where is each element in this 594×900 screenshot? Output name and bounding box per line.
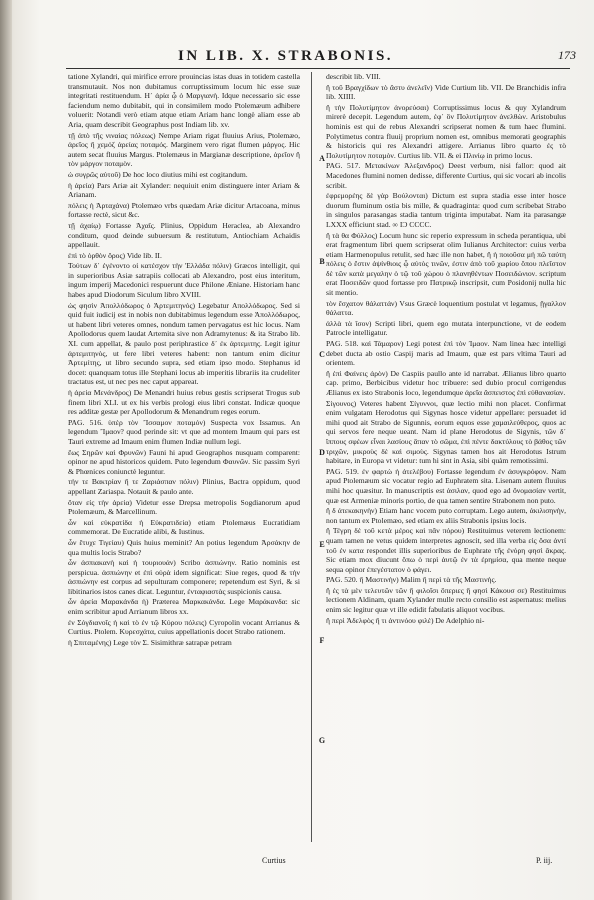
commentary-paragraph: ἢ Τέγρη δὲ τοῦ κετὰ μέρος καὶ πᾶν πόρου) Restituimus veterem lectionem: quam tamen ne vetus quidem interpretes agnoscit, sed illa verba εἰς ὅσα ἀντί τοῦ ἐν κατα respondet illis superioribus de Euphrate τῆς ἐνόρη φησὶ ἄκρας. Sic etiam mox diucunt ὅπω ὁ περὶ ἀυτῷ ἐν τὰ ἐρημίσα, qua mente neque sequa opinor ἐπεγέστατον ὁ φάγει. xyxy=(326,526,566,574)
commentary-paragraph: ἢ δ ἀτεκακηνὴν) Etiam hanc vocem puto corruptam. Lego autem, ἀκιλισηνὴν, non tantum ex Ptolemæo, sed etiam ex aliis Strabonis ipsius locis. xyxy=(326,506,566,525)
commentary-paragraph: tatione Xylandri, qui mirifice errore prouincias istas duas in totidem castella transmutauit. Nos non dubitamus corruptissimum locum hic esse suæ integritati restituendum. Η᾽ ἀρία ᾧ ὁ Μαργιανὴ. Idque necessario sic esse faciendum nemo dubitabit, qui in consimilem modo Ptolemæum adhibere voluerit: Notandi verò etiam atque etiam Ariam hanc longè aliam esse ab Aria, quam describit Geographus post Indiam lib. xv. xyxy=(68,72,300,129)
margin-letter-b: B xyxy=(319,257,325,266)
margin-letter-f: F xyxy=(319,636,325,645)
commentary-paragraph: τῇ ἀπὸ τῆς νιναίας πόλεως) Nempe Ariam rigat fluuius Arius, Ptolemæo, ἀρεῖος ἢ χεμόζ ἀρείας ποταμός. Marginem vero rigat flumen μάργος. Hic autem secat fluuius Margus. Ptolemæus in Margianæ descriptione, ἀρεῖον ἢ τὸν μάργον ποταμὸν. xyxy=(68,130,300,169)
commentary-paragraph: ἐφρεμορέης δὲ γὰρ Βούλονται) Dictum est supra stadia esse inter hosce duorum fluminum ostia bis mille, & quadraginta: quod cum scribebat Strabo in singulos parasangas stadia tantum triginta imputabat. Nam ita parasangæ LXXX efficiunt stad. ∞ IϽ CCCC. xyxy=(326,191,566,229)
commentary-paragraph: ὡς φησὶν Ἀπολλόδωρος ὁ Ἀρτεμιτηνός) Legebatur Απολλόδωρος. Sed si quid fuit iudicij est in nobis non dubitabimus legendum esse Ἀπολλόδωρος, ut habent libri veteres omnes, nondum tamen pervagatus est hic locus. Nam Apollodorus quem laudat Artemita sive non Adramytenus: & ita Strabo lib. XI. cum appellat, & paulo post periphrastice δ᾽ ἐκ ἀρτεμιτης. Legit igitur ἀρτεμιτηνὸς, ut fere libri veteres habent: non tantum enim dicitur Ἀρτεμίτης, ut libro secundo supra, sed etiam ipso modo. Stephanus id docet: quanquam totus ille Stephani locus ab imperitis librariis ita crudeliter tractatus est, ut nec pes nec caput appareat. xyxy=(68,300,300,387)
commentary-paragraph: ἀλλὰ τὰ ἴσον) Scripti libri, quem ego mutata interpunctione, vt de eodem Patrocle intelligatur. xyxy=(326,318,566,338)
commentary-paragraph: ἕως Σηρῶν καὶ Φρυνῶν) Fauni hi apud Geographos nusquam comparent: opinor ne apud historicos quidem. Puto legendum Φαυνῶν. Sic passim Syri & Phœnices coniunctè leguntur. xyxy=(68,447,300,476)
left-catchword: Curtius xyxy=(262,856,286,865)
commentary-paragraph: ἢ τοῦ Βραγχίδων τὸ ἄστυ ἀνελεῖν) Vide Curtium lib. VII. De Branchidis infra lib. XIIII. xyxy=(326,82,566,102)
page-number: 173 xyxy=(558,48,576,62)
header-rule xyxy=(66,68,570,69)
commentary-paragraph: PAG. 520. ἢ Μαστινὴν) Malim ἢ περὶ τὰ τῆς Μαστινὴς. xyxy=(326,575,497,585)
commentary-paragraph: ἡ ἀρεία Μενάνδρος) De Menandri huius rebus gestis scripserat Trogus sub finem libri XLI. ut ex his verbis prologi eius libri constat. Indicæ quoque res additæ gestæ per Apollodorum & Menandrum reges eorum. xyxy=(68,388,300,417)
commentary-paragraph: τῇ ἀχαίῳ) Fortasse Ἀχαΐς. Plinius, Oppidum Heraclea, ab Alexandro conditum, quod deinde subuersum & restitutum, Antiochiam Achaidis appellauit. xyxy=(68,220,300,250)
commentary-paragraph: ἐν Σόγδιανοῖς ἡ καὶ τὸ ἐν τῷ Κύρου πόλεις) Cyropolin vocant Arrianus & Curtius. Ptolem. Κυρεσχάτα, cuius appellationis docet Strabo rationem. xyxy=(68,617,300,637)
column-divider xyxy=(311,72,312,842)
margin-letter-a: A xyxy=(319,154,325,163)
commentary-paragraph: τήν τε Βακτρίαν ἢ τε Ζαριάσπαν πόλιν) Plinius, Bactra oppidum, quod appellant Zariaspa. Notauit & paulo ante. xyxy=(68,477,300,496)
commentary-paragraph: PAG. 517. Μετακίνων Ἀλεξανδρος) Deest verbum, nisi fallor: quod ait Macedones flumini nomen dedisse, differente Curtius, qui sic vocari ab incolis scribit. xyxy=(326,161,566,190)
margin-letter-g: G xyxy=(318,736,326,745)
commentary-paragraph: τὸν ἔσχατον θάλαττάν) Vsus Græcè loquentium postulat vt legamus, ᾔγαλλον θάλαττα. xyxy=(326,298,566,318)
margin-letter-e: E xyxy=(319,540,325,549)
commentary-paragraph: ἢ τὰ θα Φύλλος) Locum hunc sic reperio expressum in scheda perantiqua, ubi erat fragmentum libri quem scripserat olim Iulianus Architector: cuius verba etiam Harmenopulus retulit, sed hæc ille non habet, ἢ ἡ ποιοῦσα μή πῶ ταύτη πόλεις ὁ ἔστιν ἁψίνθιοις ᾧ αὐτὸς τινῶν, ἐστιν ἀπὸ τοῦ χωρίου ὅπου πλεῖστον δὲ τῶν κατὰ μεγαλην ὁ τῷ τοῦ χώρου ὁ πλανηθέντων Ποσειδώνιον. scriptum erat Ποσειδῶν quod fortasse pro Πατρικῷ inscripsit, cum Posidonij nulla hic sit mentio. xyxy=(326,230,566,298)
commentary-paragraph: ὦν ἔτυχε Τιγείαυ) Quis huius meminit? An potius legendum Ἀρσάκην de qua multis locis Strabo? xyxy=(68,537,300,557)
commentary-paragraph: ὅταν εἰς τὴν ἀρεία) Videtur esse Drepsa metropolis Sogdianorum apud Ptolemæum, & Marcellinum. xyxy=(68,497,300,517)
margin-letter-c: C xyxy=(319,350,325,359)
commentary-paragraph: ὦν ἀσπιακανὴ καὶ ἡ τουριουάν) Scribo ἀσπιώνην. Ratio nominis est perspicua. ἀσπιώνην et ἐπὶ οὐρὰ idem significat: Siue reges, quod & τὴν ἀσπιώνην est corpus ad sepulturam componere; repetendum est Syri, & si libitinarios istos canes dicat. Leguntur, ἐνταφιαστὰς suspicionis causa. xyxy=(68,558,300,596)
running-title: IN LIB. X. STRABONIS. xyxy=(178,48,394,64)
commentary-paragraph: πόλεις ἡ Ἀρταχάνα) Ptolemæo vrbs quædam Ariæ dicitur Artacoana, minus fortasse rectè, sicut &c. xyxy=(68,200,300,220)
commentary-paragraph: ὡ συγρῶς αὐτοῦ) De hoc loco diutius mihi est cogitandum. xyxy=(68,169,248,179)
left-column xyxy=(68,72,300,852)
margin-letter-d: D xyxy=(319,448,325,457)
commentary-paragraph: PAG. 518. καὶ Τάμαρον) Legi potest ἐπὶ τὸν Ἰμαον. Nam linea hæc intelligi debet ducta ab ostio Caspij maris ad Imaum, quæ est pars vltima Tauri ad orientem. xyxy=(326,339,566,368)
right-catchword: P. iij. xyxy=(536,856,553,865)
running-head xyxy=(0,46,594,68)
commentary-paragraph: ἢ τὴν Πολυτίμητον ἀνορεύσαι) Corruptissimus locus & quy Xylandrum mirerè decepit. Legendum autem, ἐφ᾽ ὃν Πολυτίμητον ἀνελθὼν. Aristobulus hominis est qui de rebus Alexandri scripserat nomen & tum haec flumini. Polytimetus contra fluuij proprium nomen est, omnibus memorati geographis & historicis qui res Alexandri attigere. Arrianus libro quarto ἐς τὸ Πολυτίμητον ποταμὸν. Curtius lib. VII. & ei Πλινίῳ in primo locus. xyxy=(326,102,566,160)
commentary-paragraph: Σίγουνος) Veteres habent Σίγυννοι, quæ lectio mihi non placet. Confirmat enim vulgatam Herodotus qui Sigynas hosce videtur appellare: persuadet id mihi quod ait Strabo de Sigunnis, eorum equos esse χαμαιλεύθερος, quos ac qui servos fere neque ueant. Nam id plane Herodotus de Sigynis, τῶν δ᾽ ἵππους σφέων εἶναι λασίους ἅπαν τὸ σῶμα, ἐπὶ πέντε δακτύλους τὸ βάθος τῶν τριχῶν, μικροὺς δὲ καὶ σιμοὺς. Sigynas tamen hos ait Herodotus Istrum habitare, in Europa vt videtur: tum hi sint in Asia, sibi quàm remotissimi. xyxy=(326,398,566,466)
commentary-paragraph: ἢ περὶ Ἀδελφὸς ἢ τι ἀντινόου φιλὲ) De Adelphio ni- xyxy=(326,615,485,625)
commentary-paragraph: ὦν ἀρεία Μαρακάνδα ἡ) Præterea Μαρκακάνδα. Lege Μαράκανδα: sic enim scribitur apud Arrianum libros xx. xyxy=(68,597,300,617)
book-gutter xyxy=(0,0,12,900)
commentary-paragraph: ἢ ἐς τὰ μὲν τελευτῶν τῶν ἢ φιλοῖσι ὅπεριες ἢ φησὶ Κάκουσ σε) Restituimus lectionem Aldinam, quam Xylander mulle recto consilio est aspernatus: melius enim sic legitur quæ vt ille edidit fabulatis aliquot vocibus. xyxy=(326,585,566,615)
commentary-paragraph: PAG. 519. ἐν φαρτὼ ἡ ἀτελέβου) Fortasse legendum ἐν ἀσυγκρόφον. Nam apud Ptolemæum sic vocatur regio ad Euphratem sita. Lisenam autem fluuius mihi hoc quæsitur. In manuscriptis est ἀσιλαν, quod ego ad ὄνομασίαν vertit, quæ est Armeniæ minoris portio, de qua tamen sentire Strabonem non puto. xyxy=(326,466,566,505)
commentary-paragraph: Τούτων δ᾽ ἐγένοντο οἱ κατέσχον τὴν Ἑλλάδα πόλιν) Græcos intelligit, qui in superioribus Asiæ satrapiis collocati ab Alexandro, post eius interitum, ingum imperij Macedonici respuerunt duce Philone Æniane. Historiam hanc habes apud Diodorum Siculum libro XVIII. xyxy=(68,261,300,300)
commentary-paragraph: ἐπὶ τὸ ὀρθὸν ὄρος) Vide lib. II. xyxy=(68,250,162,260)
commentary-paragraph: ἡ ἀρεία) Pars Ariæ ait Xylander: nequiuit enim distinguere inter Ariam & Arianam. xyxy=(68,180,300,200)
commentary-paragraph: describit lib. VIII. xyxy=(326,72,381,81)
commentary-paragraph: ὦν καὶ εὐκρατίδα ἡ Εὐκρατιδεία) etiam Ptolemæus Eucratidiam commemorat. De Eucratide alibi, & Iustinus. xyxy=(68,517,300,537)
right-column xyxy=(326,72,566,852)
commentary-paragraph: ἡ Σπιταμένης) Lege τὸν Σ. Sisimithræ satrapæ petram xyxy=(68,637,232,647)
commentary-paragraph: ἢ ἐπὶ Φαίνεις ἀρὸν) De Caspiis paullo ante id narrabat. Ælianus libro quarto cap. primo, Berbicibus videtur hoc tribuere: sed dubio procul corrigendus Ælianus ex isto Strabonis loco, legendumque ἀρεῖα ἄσπειστος ἐπὶ εὐθανασίαν. xyxy=(326,368,566,397)
commentary-paragraph: PAG. 516. ὑπὲρ τὸν Ἴσσαμον ποταμόν) Suspecta vox Issamus. An legendum Ἴμαον? quod perinde sit: vt que ad montem Imaum qui pars est Tauri extreme ad Imaum enim flumen Indiæ nullum legi. xyxy=(68,417,300,446)
